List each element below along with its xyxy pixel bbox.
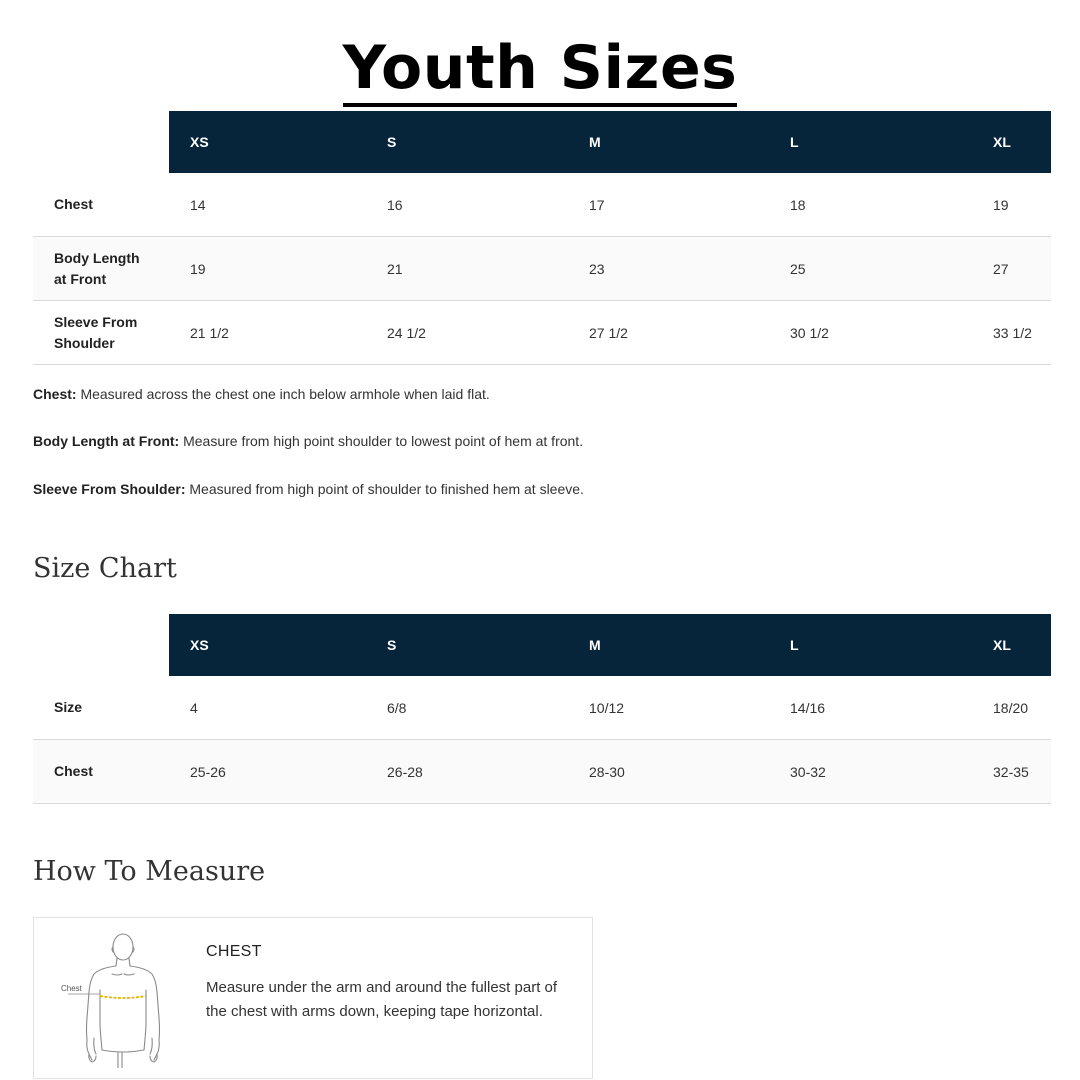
table-cell: 19: [972, 173, 1051, 237]
table-row-chest: [33, 173, 1051, 237]
column-header-s: S: [366, 614, 568, 676]
chest-measure-card: [33, 917, 593, 1079]
row-label: Chest: [33, 740, 169, 804]
size-chart-table: [33, 614, 1051, 804]
page-title: Youth Sizes: [0, 30, 1080, 106]
note-sleeve: Sleeve From Shoulder: Measured from high point of shoulder to finished hem at sleeve.: [33, 481, 584, 497]
column-header-xl: XL: [972, 614, 1051, 676]
column-header-l: L: [769, 614, 972, 676]
body-outline-figure: [56, 930, 186, 1068]
column-header-xl: XL: [972, 111, 1051, 173]
table-cell: 25: [769, 237, 972, 301]
table-cell: 4: [169, 676, 366, 740]
table-cell: 33 1/2: [972, 301, 1051, 365]
column-header-xs: XS: [169, 111, 366, 173]
row-label: Body Length at Front: [33, 237, 169, 301]
table-cell: 32-35: [972, 740, 1051, 804]
table-cell: 18: [769, 173, 972, 237]
card-title: CHEST: [206, 943, 262, 960]
table-row-size: [33, 676, 1051, 740]
table-cell: 14: [169, 173, 366, 237]
table-row-chest: [33, 740, 1051, 804]
how-to-measure-heading: How To Measure: [33, 856, 266, 887]
row-label: Sleeve From Shoulder: [33, 301, 169, 365]
table-cell: 14/16: [769, 676, 972, 740]
table-header-row: [33, 111, 1051, 173]
header-blank-cell: [33, 111, 169, 173]
table-cell: 21 1/2: [169, 301, 366, 365]
table-cell: 16: [366, 173, 568, 237]
measurements-table: [33, 111, 1051, 365]
column-header-m: M: [568, 614, 769, 676]
column-header-s: S: [366, 111, 568, 173]
table-cell: 28-30: [568, 740, 769, 804]
table-row-body-length: [33, 237, 1051, 301]
table-cell: 23: [568, 237, 769, 301]
figure-chest-label: Chest: [61, 984, 82, 993]
table-cell: 10/12: [568, 676, 769, 740]
table-cell: 19: [169, 237, 366, 301]
table-cell: 26-28: [366, 740, 568, 804]
table-cell: 17: [568, 173, 769, 237]
card-description: Measure under the arm and around the fullest part of the chest with arms down, keeping tape horizontal.: [206, 979, 558, 1020]
table-row-sleeve: [33, 301, 1051, 365]
table-cell: 18/20: [972, 676, 1051, 740]
header-blank-cell: [33, 614, 169, 676]
table-cell: 27: [972, 237, 1051, 301]
note-body-length: Body Length at Front: Measure from high point shoulder to lowest point of hem at front.: [33, 433, 584, 449]
table-cell: 24 1/2: [366, 301, 568, 365]
row-label: Size: [33, 676, 169, 740]
column-header-xs: XS: [169, 614, 366, 676]
size-chart-heading: Size Chart: [33, 553, 177, 584]
note-chest: Chest: Measured across the chest one inch below armhole when laid flat.: [33, 386, 490, 402]
column-header-m: M: [568, 111, 769, 173]
column-header-l: L: [769, 111, 972, 173]
table-header-row: [33, 614, 1051, 676]
table-cell: 6/8: [366, 676, 568, 740]
row-label: Chest: [33, 173, 169, 237]
table-cell: 30 1/2: [769, 301, 972, 365]
table-cell: 30-32: [769, 740, 972, 804]
table-cell: 27 1/2: [568, 301, 769, 365]
table-cell: 25-26: [169, 740, 366, 804]
table-cell: 21: [366, 237, 568, 301]
